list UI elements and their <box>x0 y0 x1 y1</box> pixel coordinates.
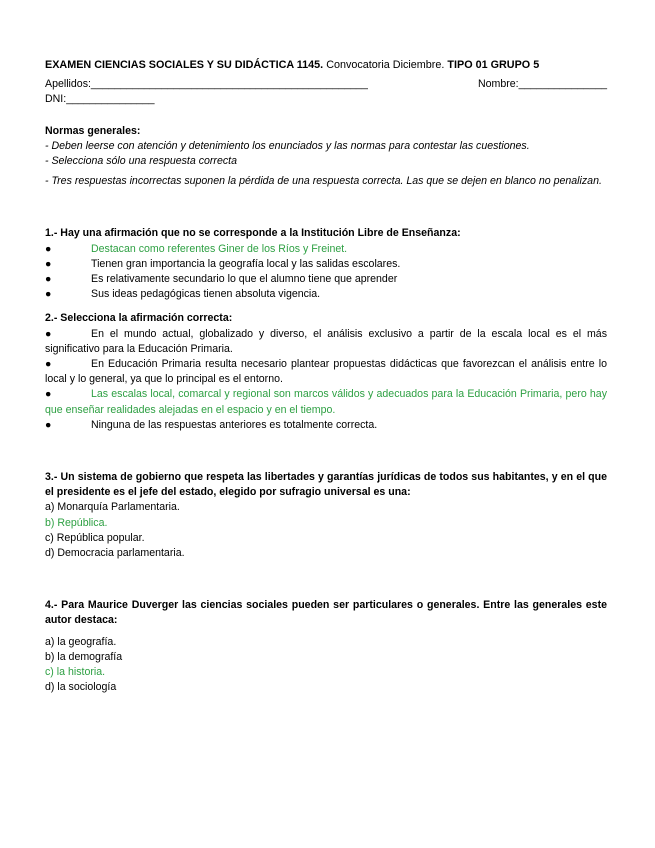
bullet-icon: ● <box>45 273 52 286</box>
exam-title: EXAMEN CIENCIAS SOCIALES Y SU DIDÁCTICA 1145. <box>45 59 324 71</box>
q2-option-b-text: En Educación Primaria resulta necesario plantear propuestas didácticas que favorezcan el análisis entre lo local y lo general, ya que lo principal es el entorno. <box>45 358 607 386</box>
tipo-grupo: TIPO 01 GRUPO 5 <box>447 59 540 71</box>
exam-page <box>45 58 607 696</box>
bullet-icon: ● <box>45 242 52 255</box>
question-3-text: 3.- Un sistema de gobierno que respeta las libertades y garantías jurídicas de todos sus habitantes, y en el que el presidente es el jefe del estado, elegido por sufragio universal es una: <box>45 471 607 499</box>
q1-option-c-text: Es relativamente secundario lo que el alumno tiene que aprender <box>91 273 398 286</box>
q3-option-d[interactable]: d) Democracia parlamentaria. <box>45 547 185 560</box>
bullet-icon: ● <box>45 388 52 401</box>
q2-option-a[interactable] <box>45 327 607 357</box>
bullet-icon: ● <box>45 327 52 340</box>
q3-option-c[interactable]: c) República popular. <box>45 531 145 544</box>
q3-option-b[interactable]: b) República. <box>45 516 108 529</box>
question-2 <box>45 311 607 433</box>
q1-option-d[interactable] <box>45 287 607 302</box>
q1-option-a[interactable] <box>45 242 607 257</box>
q1-option-c[interactable] <box>45 272 607 287</box>
bullet-icon: ● <box>45 288 52 301</box>
norma-line-3: - Tres respuestas incorrectas suponen la pérdida de una respuesta correcta. Las que se dejen en blanco no penalizan. <box>45 175 602 188</box>
q2-option-c[interactable] <box>45 387 607 417</box>
q2-option-d-text: Ninguna de las respuestas anteriores es totalmente correcta. <box>91 418 378 431</box>
bullet-icon: ● <box>45 257 52 270</box>
q1-option-d-text: Sus ideas pedagógicas tienen absoluta vigencia. <box>91 288 321 301</box>
q1-option-b-text: Tienen gran importancia la geografía local y las salidas escolares. <box>91 257 401 270</box>
q1-option-a-text: Destacan como referentes Giner de los Ríos y Freinet. <box>91 242 348 255</box>
q2-option-d[interactable] <box>45 418 607 433</box>
norma-line-1: - Deben leerse con atención y detenimiento los enunciados y las normas para contestar las cuestiones. <box>45 139 530 152</box>
q4-option-d[interactable]: d) la sociología <box>45 681 117 694</box>
normas-section <box>45 124 607 190</box>
exam-header <box>45 58 607 73</box>
q4-option-a[interactable]: a) la geografía. <box>45 635 117 648</box>
bullet-icon: ● <box>45 418 52 431</box>
question-1 <box>45 226 607 302</box>
q2-option-c-text: Las escalas local, comarcal y regional son marcos válidos y adecuados para la Educación Primaria, pero hay que enseñar realidades alejadas en el espacio y en el tiempo. <box>45 388 607 416</box>
normas-title: Normas generales: <box>45 124 141 137</box>
question-3 <box>45 470 607 561</box>
convocatoria: Convocatoria Diciembre. <box>326 59 445 71</box>
name-row <box>45 77 607 92</box>
q2-option-a-text: En el mundo actual, globalizado y diverso, el análisis exclusivo a partir de la escala local es el más significativo para la Educación Primaria. <box>45 327 607 355</box>
q1-option-b[interactable] <box>45 257 607 272</box>
q4-option-c[interactable]: c) la historia. <box>45 666 106 679</box>
bullet-icon: ● <box>45 358 52 371</box>
apellidos-field[interactable]: Apellidos:_______________________________________________ <box>45 78 368 91</box>
dni-field[interactable]: DNI:_______________ <box>45 93 155 106</box>
question-4 <box>45 598 607 695</box>
question-1-text: 1.- Hay una afirmación que no se corresponde a la Institución Libre de Enseñanza: <box>45 227 461 240</box>
norma-line-2: - Selecciona sólo una respuesta correcta <box>45 155 237 168</box>
nombre-field[interactable]: Nombre:_______________ <box>478 78 607 91</box>
question-4-text: 4.- Para Maurice Duverger las ciencias sociales pueden ser particulares o generales. Entre las generales este autor destaca: <box>45 599 607 627</box>
question-2-text: 2.- Selecciona la afirmación correcta: <box>45 312 233 325</box>
q2-option-b[interactable] <box>45 357 607 387</box>
q3-option-a[interactable]: a) Monarquía Parlamentaria. <box>45 501 180 514</box>
q4-option-b[interactable]: b) la demografía <box>45 650 123 663</box>
